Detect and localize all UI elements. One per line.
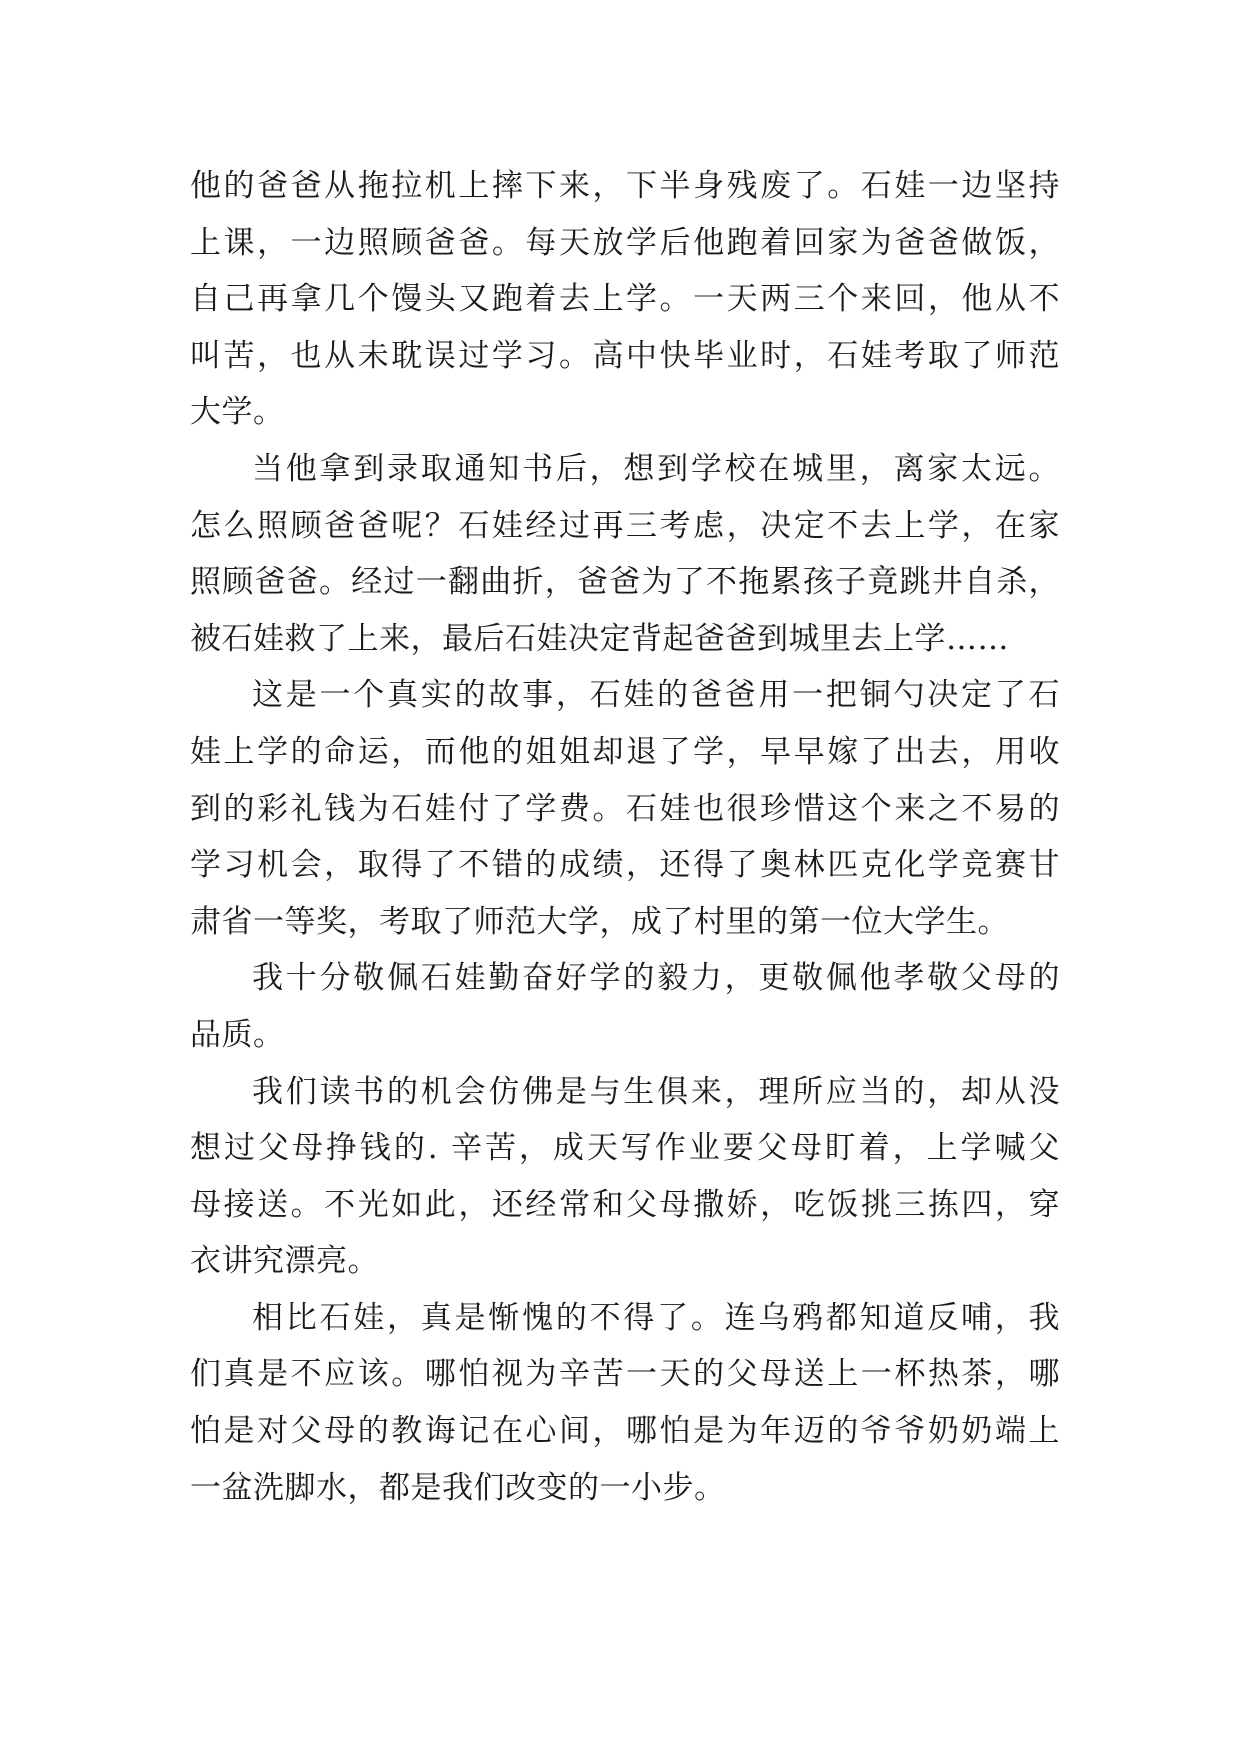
text-line: 大学。 [190,394,285,431]
text-line: 衣讲究漂亮。 [190,1243,379,1280]
text-line: 上课，一边照顾爸爸。每天放学后他跑着回家为爸爸做饭， [190,224,1060,261]
paragraph [190,441,1060,667]
text-line: 母接送。不光如此，还经常和父母撒娇，吃饭挑三拣四，穿 [190,1186,1060,1223]
text-line: 肃省一等奖，考取了师范大学，成了村里的第一位大学生。 [190,903,1009,940]
text-line: 品质。 [190,1016,285,1053]
text-line: 照顾爸爸。经过一翻曲折，爸爸为了不拖累孩子竟跳井自杀， [190,564,1060,601]
paragraph [190,1290,1060,1516]
article-body [190,158,1060,1516]
text-line: 怕是对父母的教诲记在心间，哪怕是为年迈的爷爷奶奶端上 [190,1413,1060,1450]
text-line: 相比石娃，真是惭愧的不得了。连乌鸦都知道反哺，我 [252,1299,1060,1336]
text-line: 一盆洗脚水，都是我们改变的一小步。 [190,1469,726,1506]
text-line: 被石娃救了上来，最后石娃决定背起爸爸到城里去上学…… [190,620,1009,657]
paragraph [190,667,1060,950]
text-line: 学习机会，取得了不错的成绩，还得了奥林匹克化学竞赛甘 [190,847,1060,884]
paragraph [190,950,1060,1063]
text-line: 怎么照顾爸爸呢？石娃经过再三考虑，决定不去上学，在家 [190,507,1060,544]
text-line: 到的彩礼钱为石娃付了学费。石娃也很珍惜这个来之不易的 [190,790,1060,827]
text-line: 们真是不应该。哪怕视为辛苦一天的父母送上一杯热茶，哪 [190,1356,1060,1393]
text-line: 这是一个真实的故事，石娃的爸爸用一把铜勺决定了石 [252,677,1060,714]
text-line: 他的爸爸从拖拉机上摔下来，下半身残废了。石娃一边坚持 [190,168,1060,204]
paragraph [190,1064,1060,1290]
text-line: 娃上学的命运，而他的姐姐却退了学，早早嫁了出去，用收 [190,733,1060,770]
text-line: 想过父母挣钱的. 辛苦，成天写作业要父母盯着，上学喊父 [190,1130,1060,1167]
text-line: 当他拿到录取通知书后，想到学校在城里，离家太远。 [252,450,1060,487]
text-line: 叫苦，也从未耽误过学习。高中快毕业时，石娃考取了师范 [190,337,1060,374]
paragraph [190,158,1060,441]
text-line: 自己再拿几个馒头又跑着去上学。一天两三个来回，他从不 [190,281,1060,318]
text-line: 我们读书的机会仿佛是与生俱来，理所应当的，却从没 [252,1073,1060,1110]
text-line: 我十分敬佩石娃勤奋好学的毅力，更敬佩他孝敬父母的 [252,960,1060,997]
